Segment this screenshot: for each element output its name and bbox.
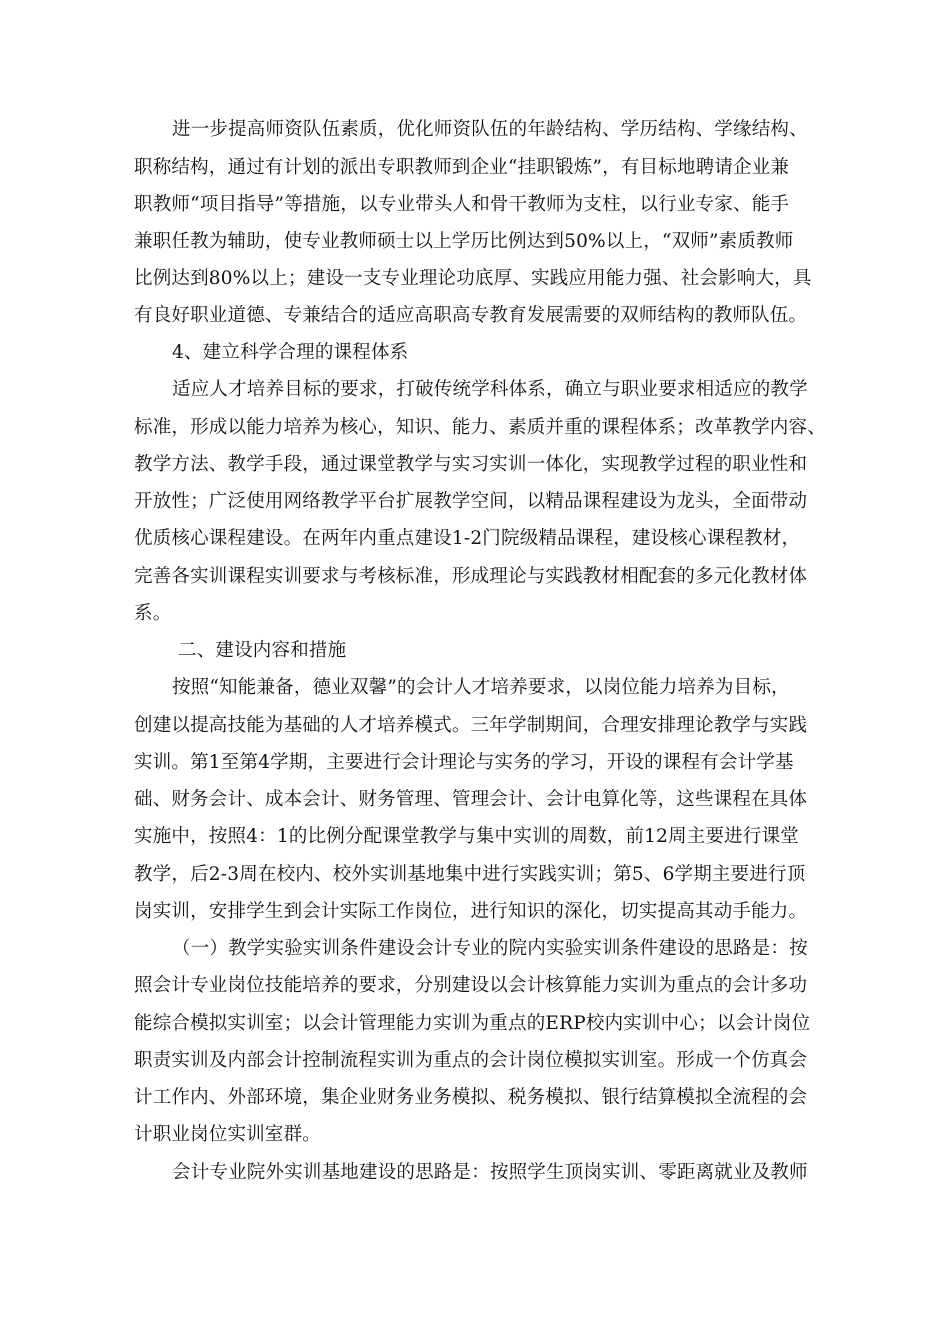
subsection-paragraph-line: （一）教学实验实训条件建设会计专业的院内实验实训条件建设的思路是：按 [172, 938, 808, 959]
paragraph-line: 会计专业院外实训基地建设的思路是：按照学生顶岗实训、零距离就业及教师 [172, 1162, 808, 1183]
paragraph-line: 实施中，按照4：1的比例分配课堂教学与集中实训的周数，前12周主要进行课堂 [134, 826, 799, 847]
paragraph-line: 创建以提高技能为基础的人才培养模式。三年学制期间，合理安排理论教学与实践 [134, 715, 808, 736]
paragraph-line: 按照“知能兼备，德业双馨”的会计人才培养要求，以岗位能力培养为目标， [172, 677, 790, 698]
paragraph-line: 适应人才培养目标的要求，打破传统学科体系，确立与职业要求相适应的教学 [172, 379, 808, 400]
paragraph-line: 岗实训，安排学生到会计实际工作岗位，进行知识的深化，切实提高其动手能力。 [134, 901, 808, 922]
section-heading: 二、建设内容和措施 [178, 640, 347, 661]
paragraph-line: 职称结构，通过有计划的派出专职教师到企业“挂职锻炼”，有目标地聘请企业兼 [134, 157, 790, 178]
paragraph-line: 系。 [134, 603, 172, 624]
paragraph-line: 标准，形成以能力培养为核心，知识、能力、素质并重的课程体系；改革教学内容、 [134, 417, 826, 438]
paragraph-line: 计职业岗位实训室群。 [134, 1124, 322, 1145]
paragraph-line: 进一步提高师资队伍素质，优化师资队伍的年龄结构、学历结构、学缘结构、 [172, 119, 808, 140]
paragraph-line: 计工作内、外部环境，集企业财务业务模拟、税务模拟、银行结算模拟全流程的会 [134, 1087, 808, 1108]
paragraph-line: 有良好职业道德、专兼结合的适应高职高专教育发展需要的双师结构的教师队伍。 [134, 305, 808, 326]
paragraph-line: 能综合模拟实训室；以会计管理能力实训为重点的ERP校内实训中心；以会计岗位 [134, 1013, 811, 1034]
paragraph-line: 完善各实训课程实训要求与考核标准，形成理论与实践教材相配套的多元化教材体 [134, 566, 808, 587]
paragraph-line: 优质核心课程建设。在两年内重点建设1-2门院级精品课程，建设核心课程教材， [134, 528, 801, 549]
paragraph-line: 比例达到80%以上；建设一支专业理论功底厚、实践应用能力强、社会影响大，具 [134, 268, 812, 289]
paragraph-line: 实训。第1至第4学期，主要进行会计理论与实务的学习，开设的课程有会计学基 [134, 752, 794, 773]
paragraph-line: 职责实训及内部会计控制流程实训为重点的会计岗位模拟实训室。形成一个仿真会 [134, 1050, 808, 1071]
paragraph-line: 兼职任教为辅助，使专业教师硕士以上学历比例达到50%以上，“双师”素质教师 [134, 231, 794, 252]
section-heading: 4、建立科学合理的课程体系 [172, 342, 409, 363]
paragraph-line: 教学，后2-3周在校内、校外实训基地集中进行实践实训；第5、6学期主要进行顶 [134, 864, 806, 885]
paragraph-line: 础、财务会计、成本会计、财务管理、管理会计、会计电算化等，这些课程在具体 [134, 789, 808, 810]
paragraph-line: 教学方法、教学手段，通过课堂教学与实习实训一体化，实现教学过程的职业性和 [134, 454, 808, 475]
paragraph-line: 职教师“项目指导”等措施，以专业带头人和骨干教师为支柱，以行业专家、能手 [134, 194, 790, 215]
paragraph-line: 照会计专业岗位技能培养的要求，分别建设以会计核算能力实训为重点的会计多功 [134, 975, 808, 996]
paragraph-line: 开放性；广泛使用网络教学平台扩展教学空间，以精品课程建设为龙头，全面带动 [134, 491, 808, 512]
